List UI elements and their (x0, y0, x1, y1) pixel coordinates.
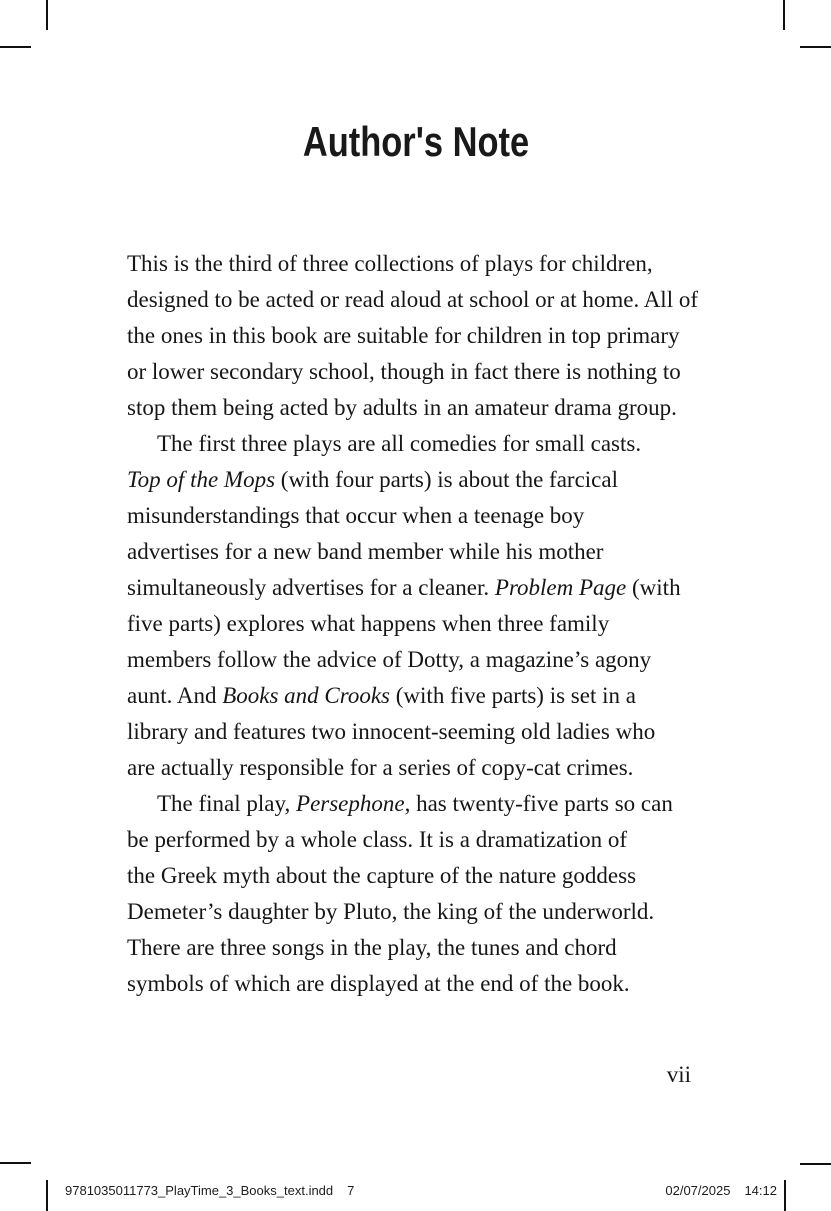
text-line (127, 426, 767, 462)
text-segment: the Greek myth about the capture of the nature goddess (127, 863, 637, 888)
text-line (127, 930, 767, 966)
crop-mark-top-left-horizontal (0, 46, 31, 48)
footer-timestamp (665, 1183, 777, 1198)
text-segment: stop them being acted by adults in an amateur drama group. (127, 395, 677, 420)
title-container (0, 118, 831, 166)
text-segment: or lower secondary school, though in fact there is nothing to (127, 359, 681, 384)
text-line (127, 678, 767, 714)
text-segment: be performed by a whole class. It is a dramatization of (127, 827, 628, 852)
crop-mark-top-left-vertical (46, 0, 48, 30)
footer-time: 14:12 (744, 1183, 777, 1198)
text-segment: simultaneously advertises for a cleaner. (127, 575, 495, 600)
text-line (127, 318, 767, 354)
text-segment: (with four parts) is about the farcical (275, 467, 618, 492)
crop-mark-top-right-vertical (783, 0, 785, 30)
text-segment: five parts) explores what happens when three family (127, 611, 610, 636)
text-line (127, 246, 767, 282)
text-line (127, 966, 767, 1002)
body-text (127, 246, 767, 1002)
text-line (127, 714, 767, 750)
text-segment: Demeter’s daughter by Pluto, the king of the underworld. (127, 899, 655, 924)
text-line (127, 894, 767, 930)
text-segment: the ones in this book are suitable for children in top primary (127, 323, 680, 348)
play-title-italic: Persephone (296, 791, 405, 816)
text-segment: aunt. And (127, 683, 223, 708)
text-line (127, 462, 767, 498)
text-line (127, 570, 767, 606)
text-segment: misunderstandings that occur when a teenage boy (127, 503, 585, 528)
text-segment: are actually responsible for a series of copy-cat crimes. (127, 755, 634, 780)
text-segment: members follow the advice of Dotty, a magazine’s agony (127, 647, 652, 672)
play-title-italic: Problem Page (494, 575, 627, 600)
footer-file-page: 7 (347, 1183, 355, 1198)
text-segment: advertises for a new band member while his mother (127, 539, 604, 564)
play-title-italic: Books and Crooks (222, 683, 391, 708)
text-line (127, 606, 767, 642)
page-number: vii (666, 1062, 691, 1087)
text-line (127, 534, 767, 570)
text-line (127, 498, 767, 534)
crop-mark-bottom-right-horizontal (800, 1163, 831, 1165)
text-segment: symbols of which are displayed at the end of the book. (127, 971, 630, 996)
crop-mark-bottom-right-vertical (784, 1180, 786, 1211)
crop-mark-bottom-left-vertical (46, 1180, 48, 1211)
text-line (127, 822, 767, 858)
text-line (127, 786, 767, 822)
crop-mark-top-right-horizontal (800, 46, 831, 48)
text-segment: (with (626, 575, 681, 600)
text-segment: There are three songs in the play, the tunes and chord (127, 935, 617, 960)
text-line (127, 354, 767, 390)
text-line (127, 750, 767, 786)
text-segment: The first three plays are all comedies for small casts. (157, 431, 642, 456)
footer-filename: 9781035011773_PlayTime_3_Books_text.indd (65, 1183, 334, 1198)
text-line (127, 858, 767, 894)
text-segment: designed to be acted or read aloud at school or at home. All of (127, 287, 698, 312)
text-segment: (with five parts) is set in a (390, 683, 636, 708)
text-line (127, 282, 767, 318)
play-title-italic: Top of the Mops (127, 467, 276, 492)
crop-mark-bottom-left-horizontal (0, 1162, 31, 1164)
footer-date: 02/07/2025 (665, 1183, 731, 1198)
text-line (127, 390, 767, 426)
text-segment: This is the third of three collections of plays for children, (127, 251, 653, 276)
text-segment: , has twenty-five parts so can (404, 791, 673, 816)
page-title: Author's Note (302, 118, 529, 165)
text-line (127, 642, 767, 678)
text-segment: The final play, (157, 791, 297, 816)
footer-file-info (65, 1183, 354, 1198)
text-segment: library and features two innocent-seeming old ladies who (127, 719, 656, 744)
